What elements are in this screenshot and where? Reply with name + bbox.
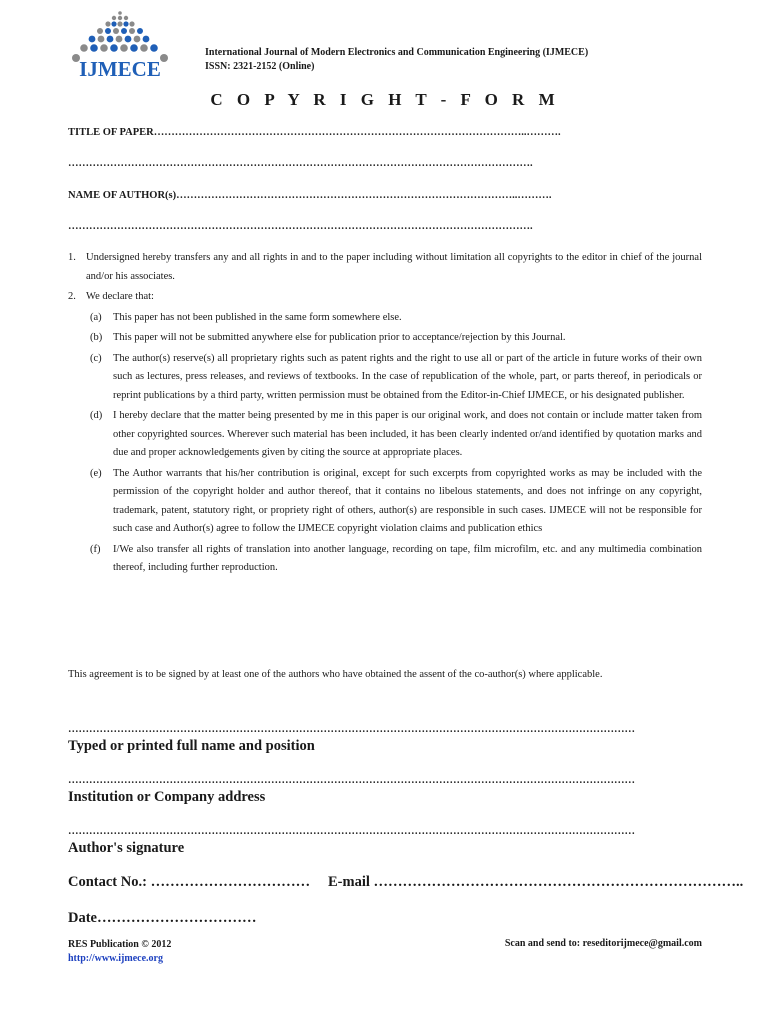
clause-d-text: I hereby declare that the matter being presented by me in this paper is our original work, and does not contain or include matter taken from other copyrighted sources. Wherever such material has been included, it has been clearly indented or/and identified by quotation marks and due and proper acknowledgements given by citing the source at appropriate places. xyxy=(113,410,702,458)
full-name-dotline[interactable]: ……………………………………………………………………………………………………………………………………………… xyxy=(68,724,635,735)
clause-a xyxy=(68,309,702,328)
agreement-text: This agreement is to be signed by at least one of the authors who have obtained the assent of the co-author(s) where applicable. xyxy=(68,669,603,680)
date-label: Date xyxy=(68,910,97,926)
title-of-paper-dots: ……………………………………………………………………………………………..………. xyxy=(153,127,561,138)
clause-c-label: (c) xyxy=(90,352,102,364)
contact-label: Contact No.: xyxy=(68,874,147,890)
send-to-text: Scan and send to: reseditorijmece@gmail.com xyxy=(504,938,702,949)
institution-label: Institution or Company address xyxy=(68,789,266,805)
publisher-text: RES Publication © 2012 xyxy=(68,939,172,950)
clause-e xyxy=(68,465,702,539)
name-of-author-dots: ……………………………………………………………………………………..………. xyxy=(176,190,552,201)
clause-f xyxy=(68,541,702,578)
date-dots: …………………………… xyxy=(97,910,257,926)
name-of-author-label: NAME OF AUTHOR(s) xyxy=(68,190,177,201)
clause-2-number: 2. xyxy=(68,291,76,302)
clause-f-text: I/We also transfer all rights of translation into another language, recording on tape, film microfilm, etc. and any multimedia combination thereof, including further reproduction. xyxy=(113,543,702,573)
journal-issn: ISSN: 2321-2152 (Online) xyxy=(205,61,315,72)
clause-1-number: 1. xyxy=(68,252,76,263)
title-of-paper-line2[interactable]: ……………………………………………………………………………………………………………………. xyxy=(68,158,533,169)
clause-a-text: This paper has not been published in the same form somewhere else. xyxy=(113,311,402,323)
clause-d-label: (d) xyxy=(90,410,103,421)
clause-2 xyxy=(68,288,702,307)
website-link[interactable]: http://www.ijmece.org xyxy=(68,953,163,964)
clause-1-text: Undersigned hereby transfers any and all rights in and to the paper including without limitation all copyrights to the editor in chief of the journal and/or his associates. xyxy=(86,252,702,282)
email-label: E-mail xyxy=(328,874,370,890)
signature-dotline[interactable]: ……………………………………………………………………………………………………………………………………………… xyxy=(68,826,635,837)
form-title: C O P Y R I G H T - F O R M xyxy=(210,90,560,109)
name-of-author-field[interactable] xyxy=(68,190,708,201)
email-field[interactable] xyxy=(328,874,743,891)
clause-e-text: The Author warrants that his/her contribution is original, except for such excerpts from copyrighted works as may be included with the permission of the copyright holder and author thereof, that it contains no libelous statements, and does not infringe on any copyright, trademark, patent, statutory right, or propriety right of others, author(s) are responsible in such cases. IJMECE will not be responsible for such case and Author(s) agree to follow the IJMECE copyright violation claims and publication ethics xyxy=(113,467,702,534)
clause-b xyxy=(68,329,702,348)
title-of-paper-label: TITLE OF PAPER xyxy=(68,127,154,138)
signature-label: Author's signature xyxy=(68,840,185,856)
clause-c xyxy=(68,350,702,406)
institution-dotline[interactable]: ……………………………………………………………………………………………………………………………………………… xyxy=(68,775,635,786)
clause-f-label: (f) xyxy=(90,543,101,555)
title-of-paper-field[interactable] xyxy=(68,127,708,138)
journal-name: International Journal of Modern Electronics and Communication Engineering (IJMECE) xyxy=(205,47,589,58)
clause-a-label: (a) xyxy=(90,311,102,323)
email-dots: ………………………………………………………………….. xyxy=(373,874,744,890)
contact-field[interactable] xyxy=(68,874,310,891)
full-name-label: Typed or printed full name and position xyxy=(68,738,315,754)
name-of-author-line2[interactable]: ……………………………………………………………………………………………………………………. xyxy=(68,221,533,232)
date-field[interactable] xyxy=(68,910,257,927)
clause-d xyxy=(68,407,702,463)
clause-b-label: (b) xyxy=(90,332,103,343)
ijmece-logo xyxy=(64,8,176,80)
clause-2-text: We declare that: xyxy=(86,291,154,302)
logo-dots-icon xyxy=(72,11,168,62)
contact-dots: …………………………… xyxy=(150,874,311,890)
logo-text: IJMECE xyxy=(79,57,161,80)
clauses xyxy=(68,249,702,580)
clause-e-label: (e) xyxy=(90,467,102,479)
footer-publisher-block xyxy=(68,938,171,966)
clause-1 xyxy=(68,249,702,286)
clause-c-text: The author(s) reserve(s) all proprietary rights such as patent rights and the right to use all or part of the article in future works of their own such as lectures, press releases, and reviews of textbooks. In the case of republication of the whole, part, or parts thereof, in periodicals or reprint publications by a third party, written permission must be obtained from the Editor-in-Chief IJMECE, or his designated publisher. xyxy=(113,352,702,401)
journal-header xyxy=(205,46,588,74)
clause-b-text: This paper will not be submitted anywhere else for publication prior to acceptance/rejection by this Journal. xyxy=(113,332,566,343)
